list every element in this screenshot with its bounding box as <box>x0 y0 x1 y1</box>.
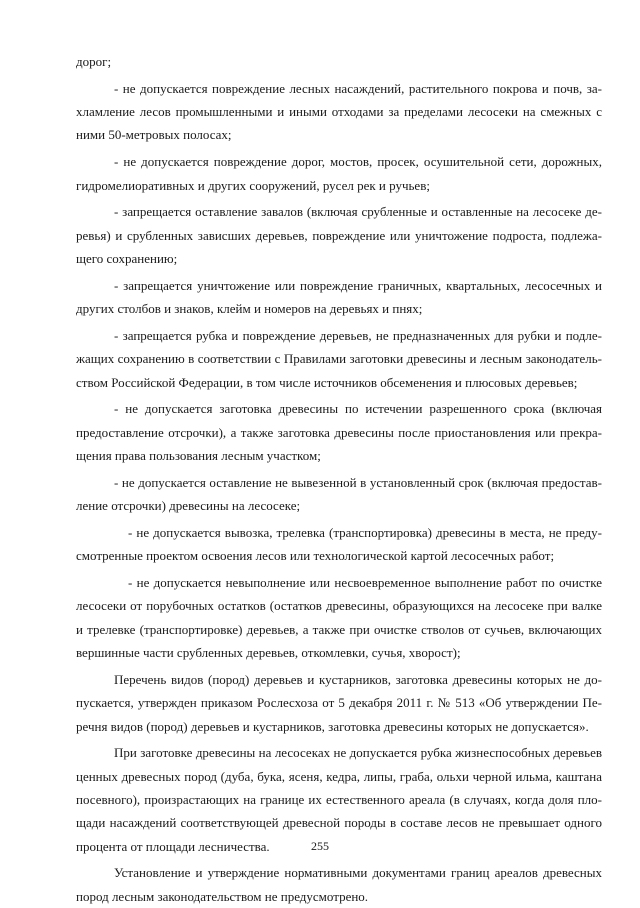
text-line: - запрещается оставление завалов (включая срубленные и оставленные на лесосеке де- <box>114 204 602 220</box>
text-line: Установление и утверждение нормативными документами границ ареалов древесных <box>114 865 602 881</box>
text-line: Перечень видов (пород) деревьев и кустарников, заготовка древесины которых не до- <box>114 671 602 687</box>
text-line: - запрещается уничтожение или повреждение граничных, квартальных, лесосечных и <box>114 277 602 293</box>
text-line: ление отсрочки) древесины на лесосеке; <box>76 498 301 514</box>
text-line: ценных древесных пород (дуба, бука, ясеня, кедра, липы, граба, ольхи черной ильма, каштана <box>76 768 602 784</box>
text-line: При заготовке древесины на лесосеках не допускается рубка жизнеспособных деревьев <box>114 745 602 761</box>
text-line: и трелевке (транспортировке) деревьев, а также при очистке стволов от сучьев, включающих <box>76 621 602 637</box>
text-line: хламление лесов промышленными и иными отходами за пределами лесосеки на смежных с <box>76 104 602 120</box>
document-body <box>76 50 602 908</box>
text-line: смотренные проектом освоения лесов или технологической картой лесосечных работ; <box>76 548 555 564</box>
text-line: пород лесным законодательством не предусмотрено. <box>76 888 369 904</box>
text-line: - запрещается рубка и повреждение деревьев, не предназначенных для рубки и подле- <box>114 327 602 343</box>
text-line: лесосеки от порубочных остатков (остатков древесины, образующихся на лесосеке при валке <box>76 598 602 614</box>
text-line: - не допускается оставление не вывезенной в установленный срок (включая предостав- <box>114 474 602 490</box>
text-line: ними 50-метровых полосах; <box>76 127 232 143</box>
text-line: щего сохранению; <box>76 251 178 267</box>
text-line: посевного), произрастающих на границе их естественного ареала (в случаях, когда доля пло- <box>76 791 602 807</box>
text-line: - не допускается невыполнение или несвоевременное выполнение работ по очистке <box>128 574 602 590</box>
text-line: - не допускается повреждение лесных насаждений, растительного покрова и почв, за- <box>114 80 602 96</box>
text-line: жащих сохранению в соответствии с Правилами заготовки древесины и лесным законодатель- <box>76 351 602 367</box>
text-line: процента от площади лесничества. <box>76 838 270 854</box>
text-line: - не допускается заготовка древесины по истечении разрешенного срока (включая <box>114 401 602 417</box>
text-line: щения права пользования лесным участком; <box>76 448 321 464</box>
text-line: щади насаждений соответствующей древесной породы в составе лесов не превышает одного <box>76 815 602 831</box>
text-line: других столбов и знаков, клейм и номеров на деревьях и пнях; <box>76 301 423 317</box>
text-line: пускается, утвержден приказом Рослесхоза от 5 декабря 2011 г. № 513 «Об утверждении Пе- <box>76 695 602 711</box>
text-line: дорог; <box>76 54 112 69</box>
text-line: речня видов (пород) деревьев и кустарников, заготовка древесины которых не допускается». <box>76 718 589 734</box>
text-line: - не допускается вывозка, трелевка (транспортировка) древесины в места, не преду- <box>128 524 602 540</box>
text-line: предоставление отсрочки), а также заготовка древесины после приостановления или прекра- <box>76 424 602 440</box>
text-line: - не допускается повреждение дорог, мостов, просек, осушительной сети, дорожных, <box>114 154 602 170</box>
text-line: ревья) и срубленных зависших деревьев, повреждение или уничтожение подроста, подлежа- <box>76 227 602 243</box>
text-line: гидромелиоративных и других сооружений, русел рек и ручьев; <box>76 177 430 193</box>
page-number: 255 <box>311 839 329 853</box>
text-line: ством Российской Федерации, в том числе источников обсеменения и плюсовых деревьев; <box>76 374 578 390</box>
text-line: вершинные части срубленных деревьев, откомлевки, сучья, хворост); <box>76 645 461 661</box>
